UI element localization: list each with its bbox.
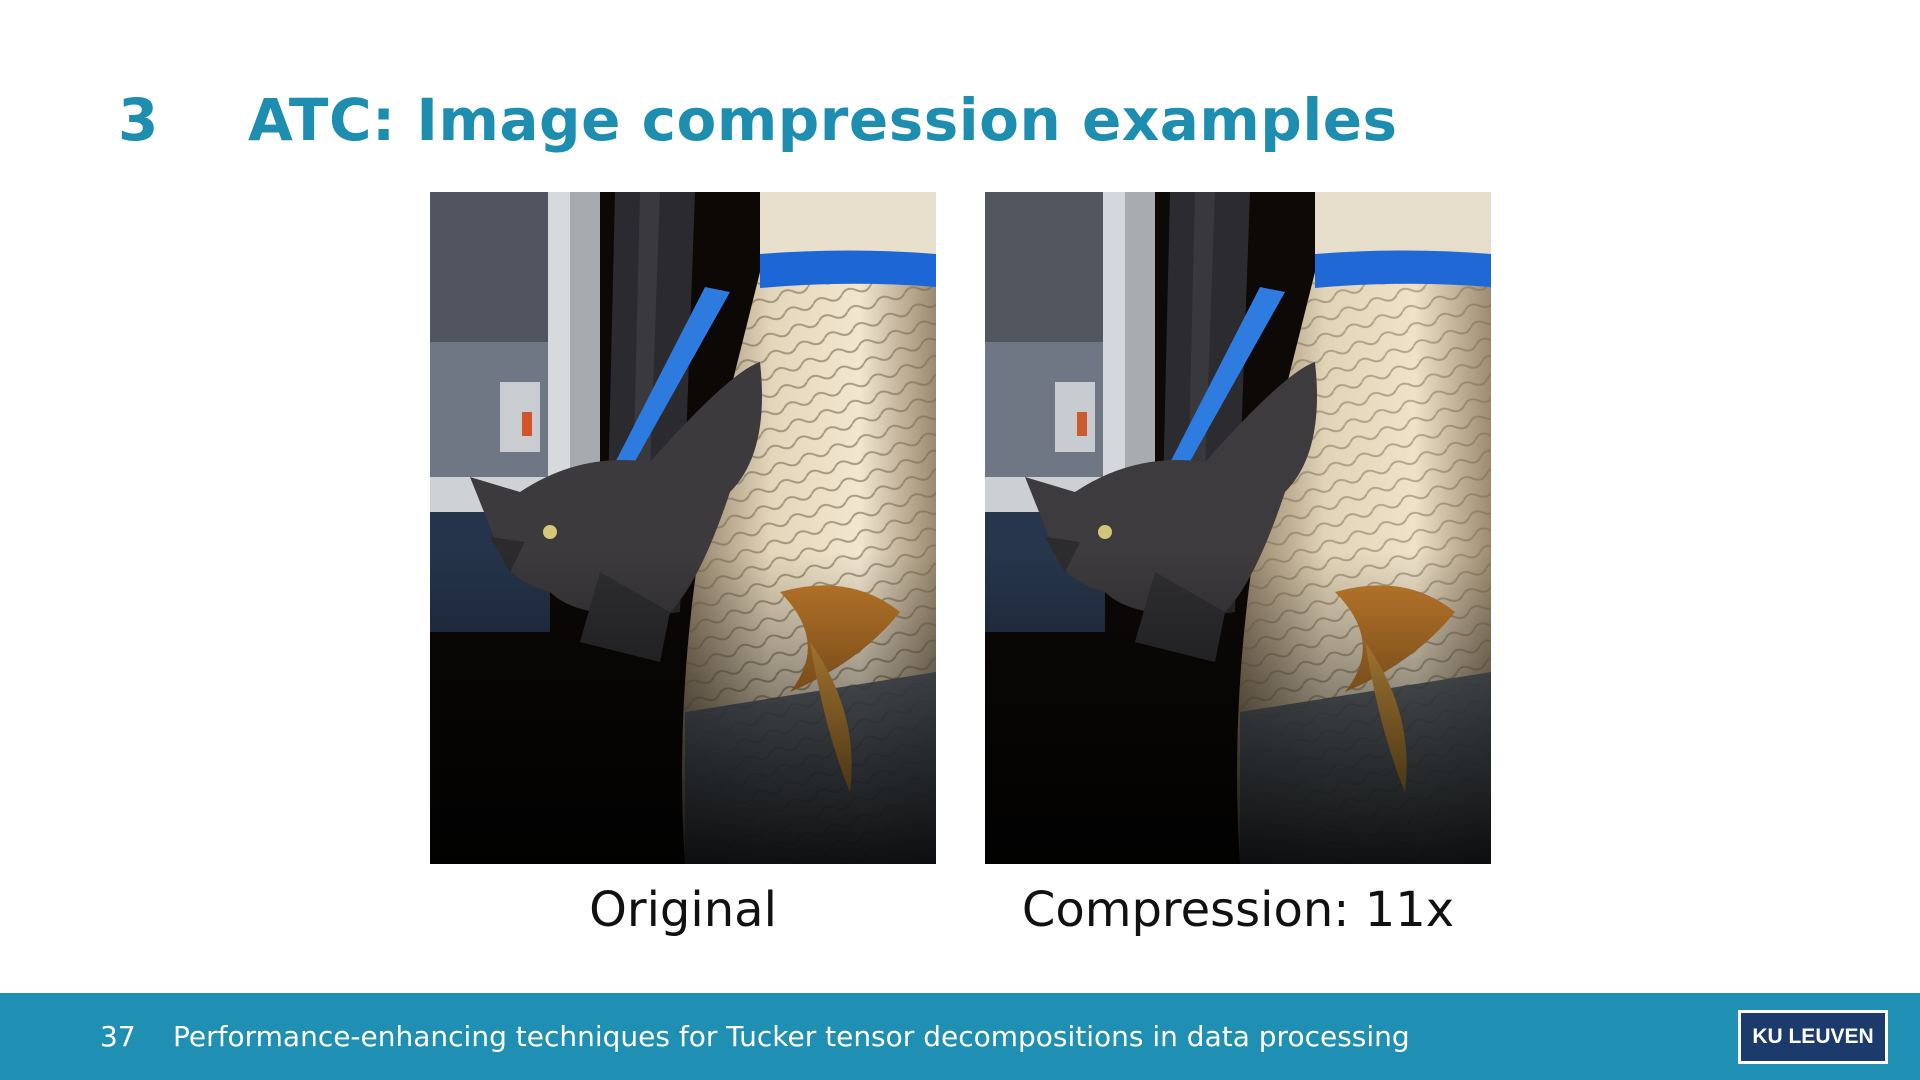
caption-compressed: Compression: 11x (1021, 882, 1455, 938)
photo-original (430, 192, 936, 864)
ku-leuven-logo (1738, 1010, 1888, 1064)
logo-text: KU LEUVEN (1752, 1025, 1874, 1048)
section-number: 3 (118, 86, 159, 154)
cat-photo-original (430, 192, 936, 864)
cat-photo-compressed (985, 192, 1491, 864)
title-text: ATC: Image compression examples (248, 86, 1398, 154)
photo-compressed (985, 192, 1491, 864)
page-number: 37 (100, 1020, 136, 1053)
presentation-title: Performance-enhancing techniques for Tucker tensor decompositions in data processing (173, 1020, 1410, 1053)
slide-title (118, 80, 1398, 160)
figure-compressed (985, 192, 1491, 938)
footer-bar (0, 993, 1920, 1080)
caption-original: Original (589, 882, 777, 938)
figure-original (430, 192, 936, 938)
